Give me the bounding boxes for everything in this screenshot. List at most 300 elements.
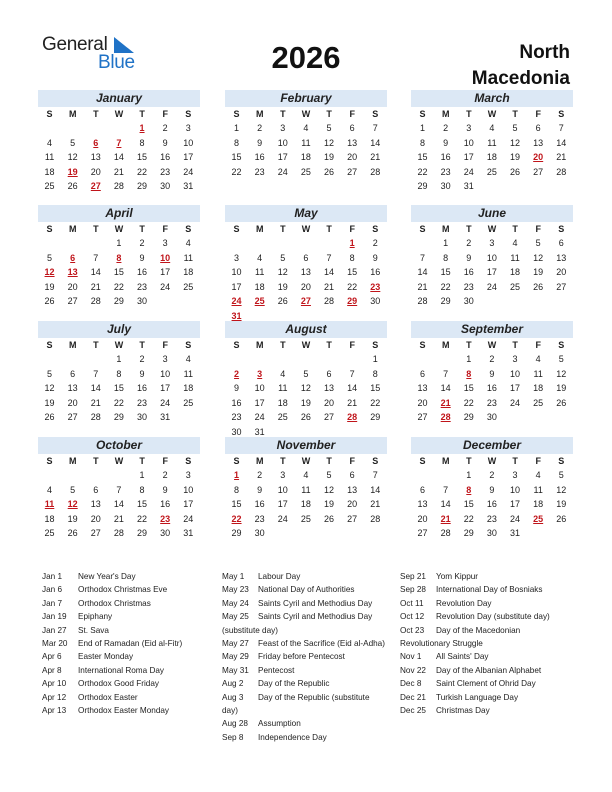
empty-cell [411, 468, 434, 483]
calendar-date: 12 [44, 383, 55, 393]
calendar-date: 5 [326, 123, 332, 133]
holiday-name-continued: (substitute day) [222, 625, 278, 635]
day-grid [38, 222, 200, 309]
calendar-date: 14 [556, 137, 567, 148]
empty-cell [248, 236, 271, 251]
calendar-date: 20 [90, 166, 101, 177]
calendar-date: 26 [44, 296, 55, 306]
weekday-label: W [301, 224, 311, 234]
weekday-label: F [535, 224, 541, 234]
calendar-date: 3 [162, 354, 168, 364]
calendar-date: 9 [257, 137, 263, 148]
calendar-date: 5 [512, 123, 518, 133]
calendar-date: 4 [303, 470, 309, 480]
calendar-date: 19 [44, 281, 55, 292]
country-line-2: Macedonia [471, 68, 570, 89]
day-grid [225, 107, 387, 179]
calendar-date: 30 [370, 296, 381, 306]
calendar-date: 22 [463, 397, 474, 408]
calendar-date: 27 [67, 412, 78, 422]
calendar-date: 8 [443, 252, 449, 263]
weekday-label: F [535, 340, 541, 350]
month-name: September [411, 321, 573, 338]
calendar-date: 13 [556, 252, 567, 263]
calendar-date: 28 [556, 166, 567, 177]
calendar-date: 21 [90, 397, 101, 408]
calendar-date: 15 [231, 499, 242, 509]
calendar-date: 8 [139, 137, 145, 148]
day-grid [225, 222, 387, 323]
calendar-date: 20 [90, 513, 101, 524]
holiday-name: St. Sava [78, 625, 109, 635]
empty-cell [318, 236, 341, 251]
weekday-label: T [280, 456, 286, 466]
calendar-date: 25 [510, 281, 521, 292]
calendar-date: 13 [347, 484, 358, 495]
calendar-date: 28 [370, 166, 381, 177]
calendar-date: 10 [183, 484, 194, 495]
calendar-date: 9 [162, 484, 168, 495]
calendar-date: 29 [417, 181, 428, 191]
empty-cell [294, 236, 317, 251]
calendar-date: 20 [347, 152, 358, 162]
calendar-date: 4 [185, 354, 191, 364]
calendar-date: 14 [90, 383, 101, 393]
calendar-date: 29 [370, 412, 381, 422]
calendar-date: 3 [162, 238, 168, 248]
calendar-date: 6 [558, 238, 564, 248]
weekday-label: S [558, 224, 565, 234]
weekday-label: W [301, 109, 311, 119]
calendar-date: 15 [113, 383, 124, 393]
calendar-date: 11 [301, 137, 311, 148]
calendar-date: 20 [347, 499, 358, 509]
holiday-date: 25 [533, 513, 544, 524]
calendar-date: 30 [160, 528, 171, 538]
calendar-date: 14 [440, 383, 451, 393]
holiday-entry [400, 691, 550, 704]
calendar-date: 22 [137, 166, 148, 177]
calendar-date: 19 [510, 152, 521, 162]
month-july [38, 321, 200, 425]
calendar-date: 18 [533, 499, 544, 509]
holiday-entry [42, 650, 182, 663]
holiday-date-label: Dec 25 [400, 706, 426, 716]
day-grid [38, 107, 200, 194]
empty-cell [61, 236, 84, 251]
calendar-date: 27 [90, 528, 101, 538]
calendar-date: 1 [466, 470, 472, 480]
empty-cell [248, 352, 271, 367]
calendar-date: 9 [257, 484, 263, 495]
weekday-label: T [139, 340, 145, 350]
calendar-date: 8 [349, 252, 355, 263]
weekday-label: T [139, 456, 145, 466]
calendar-date: 21 [113, 513, 124, 524]
calendar-date: 25 [486, 166, 497, 177]
calendar-date: 5 [47, 368, 53, 379]
month-january [38, 90, 200, 194]
holiday-date: 8 [116, 252, 122, 263]
holiday-name: Day of the Albanian Alphabet [436, 665, 542, 675]
day-grid [411, 107, 573, 194]
calendar-date: 7 [443, 484, 449, 495]
month-march [411, 90, 573, 194]
calendar-date: 25 [533, 397, 544, 408]
calendar-date: 2 [139, 354, 145, 364]
calendar-date: 19 [556, 383, 567, 393]
calendar-date: 26 [324, 166, 335, 177]
weekday-label: S [419, 456, 426, 466]
calendar-date: 4 [512, 238, 518, 248]
weekday-label: S [46, 456, 53, 466]
holiday-name: Saints Cyril and Methodius Day [258, 612, 373, 622]
month-name: November [225, 437, 387, 454]
holiday-date: 11 [44, 499, 55, 509]
calendar-date: 5 [70, 484, 76, 495]
calendar-date: 16 [160, 152, 171, 162]
calendar-date: 8 [420, 137, 426, 148]
weekday-label: M [441, 224, 450, 234]
calendar-date: 18 [533, 383, 544, 393]
calendar-date: 6 [349, 123, 355, 133]
country-line-1: North [519, 42, 570, 63]
calendar-date: 24 [160, 397, 171, 408]
holiday-name: International Roma Day [78, 665, 165, 675]
weekday-label: F [162, 340, 168, 350]
calendar-date: 24 [277, 513, 288, 524]
calendar-date: 12 [300, 383, 311, 393]
weekday-label: F [349, 340, 355, 350]
calendar-date: 1 [116, 238, 122, 248]
weekday-label: M [441, 340, 450, 350]
calendar-date: 18 [300, 499, 311, 509]
calendar-date: 14 [324, 267, 335, 277]
weekday-label: W [487, 109, 497, 119]
holiday-entry [400, 610, 550, 623]
calendar-date: 14 [113, 499, 124, 509]
holiday-date-label: Sep 28 [400, 585, 426, 595]
weekday-label: F [349, 109, 355, 119]
holiday-date: 27 [90, 181, 101, 191]
holiday-date-label: Aug 3 [222, 692, 244, 702]
weekday-label: S [46, 109, 53, 119]
calendar-date: 11 [255, 267, 265, 277]
calendar-date: 15 [440, 267, 451, 277]
calendar-date: 3 [185, 470, 191, 480]
month-name: December [411, 437, 573, 454]
holiday-name: Day of the Republic (substitute [258, 692, 370, 702]
weekday-label: S [185, 456, 192, 466]
calendar-date: 10 [160, 368, 171, 379]
calendar-date: 21 [90, 281, 101, 292]
calendar-date: 10 [254, 383, 265, 393]
weekday-label: W [301, 456, 311, 466]
calendar-date: 28 [440, 528, 451, 538]
calendar-date: 19 [324, 499, 335, 509]
day-grid [411, 338, 573, 425]
calendar-date: 6 [349, 470, 355, 480]
calendar-date: 6 [326, 368, 332, 379]
calendar-date: 22 [231, 166, 242, 177]
holiday-date: 8 [466, 368, 472, 379]
holiday-entry [222, 664, 385, 677]
calendar-date: 13 [417, 499, 428, 509]
weekday-label: T [466, 224, 472, 234]
weekday-label: S [233, 456, 240, 466]
month-november [225, 437, 387, 541]
calendar-date: 30 [486, 412, 497, 422]
holiday-name: Turkish Language Day [436, 692, 519, 702]
calendar-date: 7 [420, 252, 426, 263]
calendar-date: 16 [160, 499, 171, 509]
calendar-date: 13 [324, 383, 335, 393]
weekday-label: F [535, 456, 541, 466]
calendar-date: 21 [370, 499, 381, 509]
calendar-date: 18 [44, 513, 55, 524]
weekday-label: T [93, 224, 99, 234]
weekday-label: S [233, 224, 240, 234]
calendar-date: 25 [44, 528, 55, 538]
calendar-date: 12 [324, 484, 335, 495]
weekday-label: T [326, 456, 332, 466]
calendar-date: 17 [277, 152, 288, 162]
holiday-date: 29 [347, 296, 358, 306]
calendar-date: 7 [372, 123, 378, 133]
holiday-name: Christmas Day [436, 706, 490, 716]
holiday-name-continued: Revolutionary Struggle [400, 639, 483, 649]
holiday-entry [222, 570, 385, 583]
calendar-date: 11 [183, 368, 193, 379]
weekday-label: W [301, 340, 311, 350]
calendar-date: 16 [137, 267, 148, 277]
empty-cell [318, 352, 341, 367]
calendar-date: 26 [556, 397, 567, 408]
calendar-date: 2 [257, 470, 263, 480]
month-name: February [225, 90, 387, 107]
holiday-date-label: Apr 10 [42, 679, 67, 689]
calendar-date: 16 [463, 267, 474, 277]
calendar-date: 10 [231, 267, 242, 277]
calendar-date: 9 [162, 137, 168, 148]
weekday-label: F [349, 456, 355, 466]
calendar-date: 12 [67, 152, 78, 162]
calendar-date: 26 [533, 281, 544, 292]
calendar-date: 18 [183, 383, 194, 393]
calendar-date: 10 [277, 137, 288, 148]
calendar-date: 22 [137, 513, 148, 524]
weekday-label: W [114, 456, 124, 466]
weekday-label: S [372, 456, 379, 466]
holiday-date: 12 [67, 499, 78, 509]
weekday-label: W [487, 224, 497, 234]
holiday-date-label: Sep 8 [222, 732, 244, 742]
calendar-date: 22 [370, 397, 381, 408]
month-name: April [38, 205, 200, 222]
month-june [411, 205, 573, 309]
empty-cell [341, 352, 364, 367]
holiday-entry [222, 717, 385, 730]
weekday-label: S [185, 109, 192, 119]
calendar-date: 25 [44, 181, 55, 191]
calendar-date: 17 [510, 383, 521, 393]
calendar-date: 7 [93, 368, 99, 379]
calendar-date: 9 [489, 368, 495, 379]
month-december [411, 437, 573, 541]
holiday-entry [222, 677, 385, 690]
empty-cell [38, 352, 61, 367]
weekday-label: M [255, 456, 264, 466]
holiday-date: 12 [44, 267, 55, 277]
calendar-date: 25 [300, 513, 311, 524]
calendar-date: 8 [116, 368, 122, 379]
holiday-entry [42, 610, 182, 623]
calendar-date: 23 [486, 513, 497, 524]
holiday-date-label: May 31 [222, 665, 249, 675]
calendar-date: 29 [463, 412, 474, 422]
calendar-date: 30 [486, 528, 497, 538]
weekday-label: S [558, 456, 565, 466]
month-february [225, 90, 387, 179]
calendar-date: 10 [463, 137, 474, 148]
calendar-date: 5 [280, 252, 286, 263]
calendar-date: 23 [160, 166, 171, 177]
calendar-date: 4 [535, 354, 541, 364]
calendar-date: 12 [556, 368, 567, 379]
day-grid [38, 338, 200, 425]
holiday-name: End of Ramadan (Eid al-Fitr) [78, 639, 183, 649]
holiday-entry [42, 677, 182, 690]
calendar-date: 22 [113, 397, 124, 408]
month-name: October [38, 437, 200, 454]
calendar-date: 21 [556, 152, 567, 162]
calendar-date: 3 [234, 252, 240, 263]
calendar-date: 28 [90, 412, 101, 422]
month-september [411, 321, 573, 425]
calendar-date: 7 [372, 470, 378, 480]
calendar-date: 16 [440, 152, 451, 162]
holiday-date-label: Aug 28 [222, 719, 248, 729]
weekday-label: S [46, 224, 53, 234]
holiday-entry [222, 597, 385, 610]
calendar-date: 20 [556, 267, 567, 277]
weekday-label: S [372, 109, 379, 119]
holiday-entry [400, 664, 550, 677]
calendar-date: 20 [67, 281, 78, 292]
calendar-date: 28 [370, 513, 381, 524]
empty-cell [38, 121, 61, 136]
empty-cell [84, 468, 107, 483]
weekday-label: T [512, 456, 518, 466]
calendar-date: 30 [137, 296, 148, 306]
weekday-label: S [419, 340, 426, 350]
empty-cell [61, 121, 84, 136]
calendar-date: 26 [277, 296, 288, 306]
calendar-date: 13 [67, 383, 78, 393]
calendar-date: 24 [277, 166, 288, 177]
calendar-date: 27 [417, 528, 428, 538]
calendar-date: 31 [160, 412, 171, 422]
calendar-date: 23 [254, 166, 265, 177]
holiday-entry [42, 664, 182, 677]
holiday-entry [222, 583, 385, 596]
calendar-date: 21 [113, 166, 124, 177]
holiday-date: 3 [257, 368, 263, 379]
holiday-entry [400, 597, 550, 610]
weekday-label: W [114, 109, 124, 119]
day-grid [411, 454, 573, 541]
holiday-name: Day of the Republic [258, 679, 330, 689]
holiday-date: 23 [370, 281, 381, 292]
calendar-date: 14 [370, 137, 381, 148]
holiday-date: 7 [116, 137, 122, 148]
weekday-label: T [512, 224, 518, 234]
weekday-label: S [185, 340, 192, 350]
weekday-label: S [558, 340, 565, 350]
weekday-label: T [139, 109, 145, 119]
calendar-date: 16 [370, 267, 381, 277]
calendar-date: 20 [417, 397, 428, 408]
day-grid [225, 454, 387, 541]
weekday-label: S [558, 109, 565, 119]
calendar-date: 30 [463, 296, 474, 306]
holiday-name: Assumption [258, 719, 301, 729]
calendar-date: 7 [443, 368, 449, 379]
calendar-date: 18 [300, 152, 311, 162]
empty-cell [294, 352, 317, 367]
calendar-date: 21 [417, 281, 428, 292]
calendar-date: 6 [93, 484, 99, 495]
empty-cell [84, 121, 107, 136]
calendar-date: 23 [231, 412, 242, 422]
calendar-date: 16 [137, 383, 148, 393]
day-grid [225, 338, 387, 439]
empty-cell [411, 352, 434, 367]
calendar-date: 30 [440, 181, 451, 191]
calendar-date: 11 [301, 484, 311, 495]
weekday-label: S [372, 224, 379, 234]
calendar-date: 3 [185, 123, 191, 133]
weekday-label: S [419, 224, 426, 234]
empty-cell [84, 236, 107, 251]
holiday-entry [42, 637, 182, 650]
calendar-date: 17 [254, 397, 265, 408]
calendar-date: 16 [486, 383, 497, 393]
weekday-label: S [233, 109, 240, 119]
holiday-date-label: Apr 12 [42, 692, 67, 702]
calendar-date: 2 [372, 238, 378, 248]
calendar-date: 8 [234, 137, 240, 148]
calendar-date: 5 [326, 470, 332, 480]
calendar-date: 24 [510, 397, 521, 408]
empty-cell [61, 352, 84, 367]
calendar-date: 26 [510, 166, 521, 177]
weekday-label: T [512, 340, 518, 350]
calendar-date: 6 [420, 368, 426, 379]
calendar-date: 1 [139, 470, 145, 480]
holiday-name: Feast of the Sacrifice (Eid al-Adha) [258, 639, 385, 649]
calendar-date: 9 [489, 484, 495, 495]
holiday-date: 27 [300, 296, 311, 306]
calendar-date: 15 [463, 383, 474, 393]
calendar-date: 3 [466, 123, 472, 133]
calendar-date: 24 [183, 513, 194, 524]
calendar-date: 7 [116, 484, 122, 495]
calendar-date: 17 [231, 281, 242, 292]
holiday-name: Orthodox Christmas [78, 598, 151, 608]
holiday-entry [400, 677, 550, 690]
holiday-date-label: Mar 20 [42, 639, 68, 649]
